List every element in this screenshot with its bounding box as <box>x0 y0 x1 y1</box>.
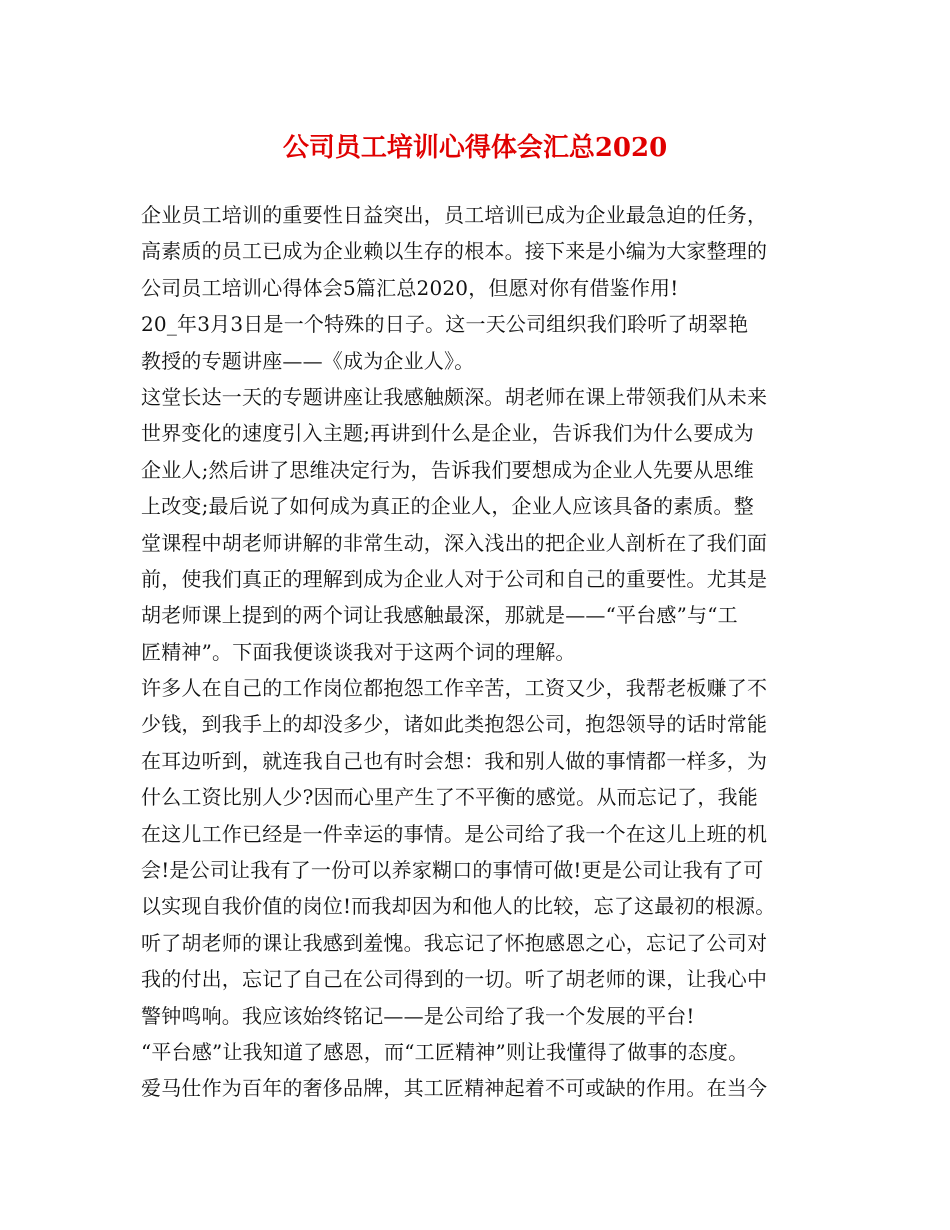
text-line: 以实现自我价值的岗位!而我却因为和他人的比较，忘了这最初的根源。 <box>141 894 776 919</box>
text-line: 警钟鸣响。我应该始终铭记——是公司给了我一个发展的平台! <box>141 1003 695 1028</box>
text-line: 会!是公司让我有了一份可以养家糊口的事情可做!更是公司让我有了可 <box>141 858 764 883</box>
text-line: 教授的专题讲座——《成为企业人》。 <box>141 348 475 373</box>
text-line: 听了胡老师的课让我感到羞愧。我忘记了怀抱感恩之心，忘记了公司对 <box>141 930 768 955</box>
text-line: 我的付出，忘记了自己在公司得到的一切。听了胡老师的课，让我心中 <box>141 967 768 992</box>
text-line: 企业员工培训的重要性日益突出，员工培训已成为企业最急迫的任务， <box>141 203 768 227</box>
text-line: 爱马仕作为百年的奢侈品牌，其工匠精神起着不可或缺的作用。在当今 <box>141 1076 768 1101</box>
text-line: 20_年3月3日是一个特殊的日子。这一天公司组织我们聆听了胡翠艳 <box>141 312 749 337</box>
text-line: 企业人;然后讲了思维决定行为，告诉我们要想成为企业人先要从思维 <box>141 457 754 482</box>
text-line: 许多人在自己的工作岗位都抱怨工作辛苦，工资又少，我帮老板赚了不 <box>141 676 768 701</box>
text-line: 世界变化的速度引入主题;再讲到什么是企业，告诉我们为什么要成为 <box>141 421 754 446</box>
text-line: 什么工资比别人少?因而心里产生了不平衡的感觉。从而忘记了，我能 <box>141 785 758 810</box>
text-line: 高素质的员工已成为企业赖以生存的根本。接下来是小编为大家整理的 <box>141 239 768 264</box>
document-title: 公司员工培训心得体会汇总2020 <box>282 133 668 163</box>
text-line: 在耳边听到，就连我自己也有时会想：我和别人做的事情都一样多，为 <box>141 748 768 773</box>
text-line: 少钱，到我手上的却没多少，诸如此类抱怨公司，抱怨领导的话时常能 <box>141 712 768 737</box>
text-line: 在这儿工作已经是一件幸运的事情。是公司给了我一个在这儿上班的机 <box>141 821 768 846</box>
text-line: 上改变;最后说了如何成为真正的企业人，企业人应该具备的素质。整 <box>141 494 754 519</box>
text-line: 匠精神”。下面我便谈谈我对于这两个词的理解。 <box>141 639 576 664</box>
text-line: 胡老师课上提到的两个词让我感触最深，那就是——“平台感”与“工 <box>141 603 738 628</box>
text-line: 这堂长达一天的专题讲座让我感触颇深。胡老师在课上带领我们从未来 <box>141 384 768 409</box>
text-line: 前，使我们真正的理解到成为企业人对于公司和自己的重要性。尤其是 <box>141 566 768 591</box>
text-line: 公司员工培训心得体会5篇汇总2020，但愿对你有借鉴作用! <box>141 275 679 300</box>
document-body <box>141 197 831 1107</box>
text-line: 堂课程中胡老师讲解的非常生动，深入浅出的把企业人剖析在了我们面 <box>141 530 768 555</box>
text-line: “平台感”让我知道了感恩，而“工匠精神”则让我懂得了做事的态度。 <box>141 1039 749 1064</box>
